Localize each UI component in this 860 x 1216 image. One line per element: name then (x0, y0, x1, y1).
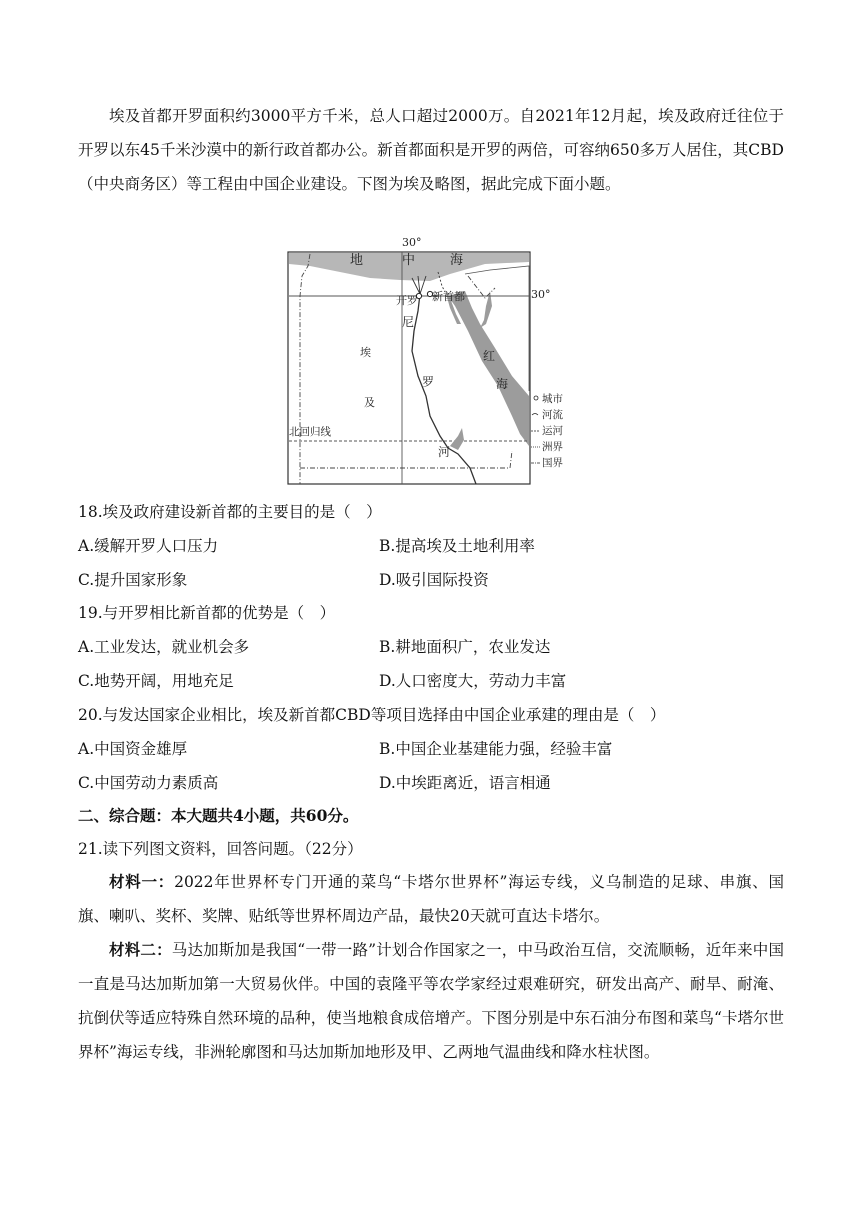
red-sea-label-2: 海 (496, 377, 509, 391)
q20-option-a: A.中国资金雄厚 (78, 740, 188, 758)
legend-city: 城市 (542, 393, 563, 405)
q18-option-b: B.提高埃及土地利用率 (379, 537, 535, 555)
q19-option-b: B.耕地面积广，农业发达 (379, 638, 551, 656)
label-hai: 海 (450, 253, 464, 268)
legend-canal: 运河 (542, 425, 563, 437)
new-capital-label: 新首都 (432, 290, 465, 303)
red-sea-label-1: 红 (483, 349, 496, 363)
material-1-text: 2022年世界杯专门开通的菜鸟“卡塔尔世界杯”海运专线，义乌制造的足球、串旗、国旗、喇叭、奖杯、奖牌、贴纸等世界杯周边产品，最快20天就可直达卡塔尔。 (78, 873, 784, 925)
question-18-stem: 18.埃及政府建设新首都的主要目的是（ ） (78, 503, 382, 521)
legend-river: 河流 (542, 409, 563, 421)
intro-paragraph: 埃及首都开罗面积约3000平方千米，总人口超过2000万。自2021年12月起，埃及政府迁往位于开罗以东45千米沙漠中的新行政首都办公。新首都面积是开罗的两倍，可容纳650多万人居住，其CBD（中央商务区）等工程由中国企业建设。下图为埃及略图，据此完成下面小题。 (78, 107, 784, 193)
material-1-label: 材料一： (109, 872, 175, 891)
egypt-label-2: 及 (364, 396, 375, 409)
legend-national-border: 国界 (542, 457, 563, 469)
lat-top-label: 30° (402, 236, 422, 249)
q20-option-b: B.中国企业基建能力强，经验丰富 (379, 740, 613, 758)
q18-option-a: A.缓解开罗人口压力 (78, 537, 219, 555)
map-legend (531, 392, 563, 469)
q20-option-c: C.中国劳动力素质高 (78, 774, 219, 792)
q19-option-c: C.地势开阔，用地充足 (78, 672, 234, 690)
material-2-paragraph (78, 933, 784, 1069)
cairo-label: 开罗 (396, 294, 418, 307)
question-20-stem: 20.与发达国家企业相比，埃及新首都CBD等项目选择由中国企业承建的理由是（ ） (78, 706, 666, 724)
q18-option-d: D.吸引国际投资 (379, 571, 489, 589)
question-21-stem: 21.读下列图文资料，回答问题。（22分） (78, 840, 363, 858)
q19-option-d: D.人口密度大，劳动力丰富 (379, 672, 567, 690)
nile-label-1: 尼 (402, 315, 415, 329)
label-di: 地 (350, 253, 364, 268)
material-2-label: 材料二： (109, 940, 172, 959)
label-zhong: 中 (402, 253, 416, 268)
egypt-label-1: 埃 (360, 346, 371, 359)
q19-option-a: A.工业发达，就业机会多 (78, 638, 250, 656)
tropic-label: 北回归线 (289, 426, 331, 438)
nile-label-3: 河 (438, 445, 451, 459)
question-19-stem: 19.与开罗相比新首都的优势是（ ） (78, 604, 336, 622)
q18-option-c: C.提升国家形象 (78, 571, 188, 589)
material-2-text: 马达加斯加是我国“一带一路”计划合作国家之一，中马政治互信，交流顺畅，近年来中国一直是马达加斯加第一大贸易伙伴。中国的袁隆平等农学家经过艰难研究，研发出高产、耐旱、耐淹、抗倒伏等适应特殊自然环境的品种，使当地粮食成倍增产。下图分别是中东石油分布图和菜鸟“卡塔尔世界杯”海运专线，非洲轮廓图和马达加斯加地形及甲、乙两地气温曲线和降水柱状图。 (78, 941, 784, 1061)
section-title: 二、综合题：本大题共4小题，共60分。 (78, 806, 359, 825)
lat-right-label: 30° (531, 288, 551, 301)
legend-continent-border: 洲界 (542, 441, 563, 453)
material-1-paragraph (78, 865, 784, 933)
nile-label-2: 罗 (422, 375, 435, 389)
q20-option-d: D.中埃距离近，语言相通 (379, 774, 551, 792)
egypt-map (280, 236, 580, 488)
